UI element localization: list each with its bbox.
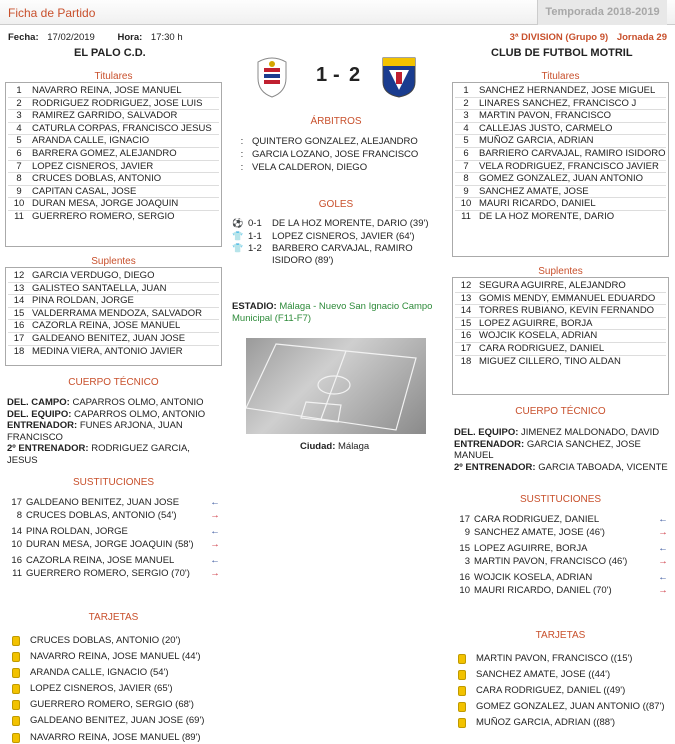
away-suplentes-list bbox=[452, 277, 669, 395]
sub-number: 9 bbox=[464, 526, 470, 538]
yellow-card-icon bbox=[12, 652, 20, 662]
referee-row bbox=[232, 161, 440, 174]
arrow-out-icon: → bbox=[210, 538, 220, 550]
player-row[interactable] bbox=[453, 83, 668, 97]
sub-name[interactable]: WOJCIK KOSELA, ADRIAN bbox=[474, 572, 593, 584]
player-name[interactable]: SANCHEZ AMATE, JOSE bbox=[479, 185, 589, 197]
arrow-in-icon: ← bbox=[658, 543, 668, 555]
player-name[interactable]: MARTIN PAVON, FRANCISCO bbox=[479, 110, 611, 122]
player-name[interactable]: CALLEJAS JUSTO, CARMELO bbox=[479, 122, 613, 134]
home-sust-list bbox=[0, 497, 222, 585]
staff-row bbox=[7, 409, 223, 421]
score-away: 2 bbox=[349, 64, 361, 86]
player-row[interactable] bbox=[6, 333, 221, 345]
away-tarjetas-list bbox=[458, 653, 670, 733]
player-number: 17 bbox=[460, 342, 472, 354]
referee-name: QUINTERO GONZALEZ, ALEJANDRO bbox=[252, 136, 418, 147]
fecha-label: Fecha: bbox=[8, 32, 39, 43]
player-number: 6 bbox=[463, 147, 469, 159]
player-number: 14 bbox=[460, 305, 472, 317]
away-cuerpo-list bbox=[454, 427, 670, 473]
sub-row[interactable] bbox=[0, 568, 222, 580]
arrow-out-icon: → bbox=[658, 526, 668, 538]
player-number: 3 bbox=[463, 110, 469, 122]
player-number: 8 bbox=[463, 173, 469, 185]
player-number: 13 bbox=[13, 282, 25, 294]
sub-row[interactable] bbox=[448, 514, 670, 526]
home-suplentes-title: Suplentes bbox=[91, 256, 136, 267]
yellow-card-icon bbox=[458, 718, 466, 728]
player-number: 11 bbox=[461, 210, 471, 222]
shirt-icon: 👕 bbox=[232, 243, 244, 254]
season-tab[interactable]: Temporada 2018-2019 bbox=[537, 0, 667, 25]
ciudad-value: Málaga bbox=[338, 441, 370, 452]
player-row[interactable] bbox=[453, 278, 668, 292]
player-name[interactable]: GUERRERO ROMERO, SERGIO bbox=[32, 210, 175, 222]
player-row[interactable] bbox=[6, 110, 221, 122]
player-name[interactable]: SEGURA AGUIRRE, ALEJANDRO bbox=[479, 280, 626, 291]
player-row[interactable] bbox=[453, 198, 668, 210]
staff-role: 2º ENTRENADOR: bbox=[7, 443, 89, 455]
card-row[interactable] bbox=[458, 669, 670, 681]
player-row[interactable] bbox=[6, 198, 221, 210]
player-row[interactable] bbox=[6, 320, 221, 332]
estadio-label: ESTADIO: bbox=[232, 301, 277, 312]
player-row[interactable] bbox=[6, 148, 221, 160]
player-row[interactable] bbox=[453, 161, 668, 173]
player-row[interactable] bbox=[453, 356, 668, 368]
sub-row[interactable] bbox=[0, 510, 222, 522]
sub-number: 15 bbox=[459, 543, 470, 555]
home-tarjetas-title: TARJETAS bbox=[88, 612, 139, 623]
player-name[interactable]: NAVARRO REINA, JOSE MANUEL bbox=[32, 85, 182, 96]
player-number: 17 bbox=[13, 332, 25, 344]
fecha-value: 17/02/2019 bbox=[47, 32, 95, 43]
staff-row bbox=[454, 439, 670, 462]
player-name[interactable]: GALDEANO BENITEZ, JUAN JOSE bbox=[32, 332, 186, 344]
stadium-photo bbox=[246, 338, 426, 434]
staff-row bbox=[7, 420, 223, 443]
referee-row bbox=[232, 148, 440, 161]
arbitros-list bbox=[232, 135, 440, 174]
sub-number: 17 bbox=[459, 514, 470, 525]
player-name[interactable]: DURAN MESA, JORGE JOAQUIN bbox=[32, 198, 179, 210]
home-cuerpo-list bbox=[7, 397, 223, 467]
sub-name[interactable]: CRUCES DOBLAS, ANTONIO (54') bbox=[26, 509, 177, 521]
card-player[interactable]: GUERRERO ROMERO, SERGIO (68') bbox=[30, 699, 194, 711]
player-number: 7 bbox=[463, 160, 469, 172]
player-number: 7 bbox=[16, 160, 22, 172]
arbitros-title: ÁRBITROS bbox=[310, 116, 362, 127]
player-name[interactable]: DE LA HOZ MORENTE, DARIO bbox=[479, 210, 615, 222]
player-row[interactable] bbox=[453, 318, 668, 330]
card-row[interactable] bbox=[12, 683, 222, 695]
away-titulares-title: Titulares bbox=[541, 71, 580, 82]
yellow-card-icon bbox=[12, 716, 20, 726]
player-name[interactable]: LOPEZ CISNEROS, JAVIER bbox=[32, 160, 154, 172]
sub-number: 3 bbox=[464, 555, 470, 567]
player-number: 9 bbox=[463, 185, 469, 197]
card-row[interactable] bbox=[12, 732, 222, 744]
goal-row[interactable] bbox=[232, 231, 440, 243]
sub-row[interactable] bbox=[0, 555, 222, 567]
sub-row[interactable] bbox=[448, 543, 670, 555]
player-name[interactable]: MUÑOZ GARCIA, ADRIAN bbox=[479, 135, 594, 147]
player-number: 9 bbox=[16, 185, 22, 197]
page-header bbox=[0, 0, 675, 25]
hora-value: 17:30 h bbox=[150, 32, 183, 43]
player-name[interactable]: VALDERRAMA MENDOZA, SALVADOR bbox=[32, 307, 202, 319]
staff-role: ENTRENADOR: bbox=[454, 438, 525, 450]
player-name[interactable]: CAPITAN CASAL, JOSE bbox=[32, 185, 137, 197]
player-number: 8 bbox=[16, 173, 22, 185]
yellow-card-icon bbox=[12, 636, 20, 646]
player-name[interactable]: PINA ROLDAN, JORGE bbox=[32, 295, 134, 307]
ciudad-block bbox=[300, 441, 369, 452]
home-crest-icon[interactable] bbox=[252, 54, 292, 98]
player-number: 10 bbox=[13, 198, 25, 210]
sub-name[interactable]: GUERRERO ROMERO, SERGIO (70') bbox=[26, 567, 190, 579]
ciudad-label: Ciudad: bbox=[300, 441, 336, 452]
arrow-out-icon: → bbox=[210, 509, 220, 521]
card-player[interactable]: CARA RODRIGUEZ, DANIEL ((49') bbox=[476, 685, 626, 697]
away-titulares-list bbox=[452, 82, 669, 257]
goles-list bbox=[232, 218, 440, 266]
card-row[interactable] bbox=[12, 699, 222, 711]
yellow-card-icon bbox=[458, 654, 466, 664]
score-separator: - bbox=[333, 64, 340, 86]
player-row[interactable] bbox=[6, 308, 221, 320]
sub-number: 17 bbox=[11, 497, 22, 508]
match-date-time bbox=[8, 32, 183, 43]
player-number: 13 bbox=[460, 292, 472, 304]
sub-number: 16 bbox=[459, 572, 470, 584]
player-row[interactable] bbox=[453, 343, 668, 355]
card-player[interactable]: SANCHEZ AMATE, JOSE ((44') bbox=[476, 669, 611, 681]
competition[interactable]: 3ª DIVISION (Grupo 9) bbox=[509, 32, 609, 43]
player-name[interactable]: MIGUEZ CILLERO, TINO ALDAN bbox=[479, 355, 621, 367]
card-player[interactable]: MARTIN PAVON, FRANCISCO ((15') bbox=[476, 653, 633, 664]
arrow-out-icon: → bbox=[210, 567, 220, 579]
player-name[interactable]: LOPEZ AGUIRRE, BORJA bbox=[479, 317, 593, 329]
arrow-in-icon: ← bbox=[210, 526, 220, 538]
away-crest-icon[interactable] bbox=[379, 54, 419, 98]
home-tarjetas-list bbox=[12, 635, 222, 744]
player-name[interactable]: SANCHEZ HERNANDEZ, JOSE MIGUEL bbox=[479, 85, 656, 96]
sub-number: 10 bbox=[459, 584, 470, 596]
player-name[interactable]: RAMIREZ GARRIDO, SALVADOR bbox=[32, 110, 178, 122]
card-row[interactable] bbox=[12, 651, 222, 663]
staff-name: CAPARROS OLMO, ANTONIO bbox=[72, 397, 204, 408]
arrow-in-icon: ← bbox=[210, 555, 220, 567]
estadio-value[interactable]: Málaga - Nuevo San Ignacio Campo Municipal (F11-F7) bbox=[232, 301, 433, 324]
card-player[interactable]: CRUCES DOBLAS, ANTONIO (20') bbox=[30, 635, 181, 646]
player-number: 18 bbox=[460, 355, 472, 367]
sub-row[interactable] bbox=[448, 572, 670, 584]
player-number: 4 bbox=[16, 122, 22, 134]
away-tarjetas-title: TARJETAS bbox=[535, 630, 586, 641]
player-name[interactable]: MEDINA VIERA, ANTONIO JAVIER bbox=[32, 345, 183, 357]
player-row[interactable] bbox=[6, 295, 221, 307]
card-player[interactable]: GOMEZ GONZALEZ, JUAN ANTONIO ((87') bbox=[476, 701, 665, 713]
yellow-card-icon bbox=[12, 684, 20, 694]
staff-name: GARCIA TABOADA, VICENTE bbox=[538, 461, 668, 473]
referee-row bbox=[232, 135, 440, 148]
hora-label: Hora: bbox=[117, 32, 143, 43]
player-name[interactable]: GALISTEO SANTAELLA, JUAN bbox=[32, 282, 167, 294]
staff-row bbox=[454, 462, 670, 474]
player-row[interactable] bbox=[6, 83, 221, 97]
staff-row bbox=[454, 427, 670, 439]
referee-bullet: : bbox=[240, 136, 244, 147]
player-number: 5 bbox=[16, 135, 22, 147]
referee-bullet: : bbox=[240, 149, 244, 160]
yellow-card-icon bbox=[458, 670, 466, 680]
player-number: 2 bbox=[463, 97, 469, 109]
staff-name: FUNES ARJONA, JUAN FRANCISCO bbox=[7, 420, 183, 443]
staff-row bbox=[7, 397, 223, 409]
staff-name: JIMENEZ MALDONADO, DAVID bbox=[521, 427, 660, 438]
goal-row[interactable] bbox=[232, 218, 440, 230]
player-row[interactable] bbox=[453, 186, 668, 198]
card-row[interactable] bbox=[458, 685, 670, 697]
sub-name[interactable]: SANCHEZ AMATE, JOSE (46') bbox=[474, 526, 605, 538]
player-number: 14 bbox=[13, 295, 25, 307]
yellow-card-icon bbox=[12, 668, 20, 678]
estadio-block bbox=[232, 301, 440, 325]
player-name[interactable]: MAURI RICARDO, DANIEL bbox=[479, 198, 596, 210]
player-row[interactable] bbox=[453, 305, 668, 317]
card-player[interactable]: LOPEZ CISNEROS, JAVIER (65') bbox=[30, 683, 173, 695]
player-number: 11 bbox=[14, 210, 24, 222]
card-row[interactable] bbox=[458, 701, 670, 713]
player-row[interactable] bbox=[6, 135, 221, 147]
home-suplentes-list bbox=[5, 267, 222, 366]
player-row[interactable] bbox=[453, 293, 668, 305]
staff-row bbox=[7, 443, 223, 466]
player-row[interactable] bbox=[453, 98, 668, 110]
staff-role: DEL. EQUIPO: bbox=[454, 427, 519, 438]
player-row[interactable] bbox=[6, 186, 221, 198]
card-row[interactable] bbox=[458, 653, 670, 665]
sub-name[interactable]: MARTIN PAVON, FRANCISCO (46') bbox=[474, 555, 628, 567]
player-number: 15 bbox=[460, 317, 472, 329]
player-name[interactable]: TORRES RUBIANO, KEVIN FERNANDO bbox=[479, 305, 655, 317]
goal-scorer[interactable]: BARBERO CARVAJAL, RAMIRO ISIDORO (89') bbox=[272, 243, 413, 266]
staff-role: ENTRENADOR: bbox=[7, 420, 78, 432]
card-row[interactable] bbox=[12, 635, 222, 647]
player-number: 2 bbox=[16, 97, 22, 109]
staff-name: GARCIA SANCHEZ, JOSE MANUEL bbox=[454, 438, 641, 462]
card-player[interactable]: GALDEANO BENITEZ, JUAN JOSE (69') bbox=[30, 715, 205, 727]
arrow-out-icon: → bbox=[658, 584, 668, 596]
player-row[interactable] bbox=[6, 123, 221, 135]
player-number: 12 bbox=[13, 270, 25, 281]
away-sust-list bbox=[448, 514, 670, 602]
player-name[interactable]: LINARES SANCHEZ, FRANCISCO J bbox=[479, 97, 637, 109]
player-name[interactable]: WOJCIK KOSELA, ADRIAN bbox=[479, 330, 598, 342]
sub-name[interactable]: DURAN MESA, JORGE JOAQUIN (58') bbox=[26, 538, 194, 550]
player-row[interactable] bbox=[453, 173, 668, 185]
card-row[interactable] bbox=[12, 667, 222, 679]
goal-scorer[interactable]: DE LA HOZ MORENTE, DARIO (39') bbox=[272, 218, 429, 229]
away-cuerpo-title: CUERPO TÉCNICO bbox=[515, 406, 606, 417]
card-player[interactable]: MUÑOZ GARCIA, ADRIAN ((88') bbox=[476, 717, 616, 729]
staff-role: DEL. EQUIPO: bbox=[7, 408, 72, 420]
sub-number: 16 bbox=[11, 555, 22, 567]
staff-role: DEL. CAMPO: bbox=[7, 397, 70, 408]
sub-name[interactable]: LOPEZ AGUIRRE, BORJA bbox=[474, 543, 588, 555]
player-row[interactable] bbox=[6, 346, 221, 358]
player-name[interactable]: CATURLA CORPAS, FRANCISCO JESUS bbox=[32, 122, 212, 134]
goal-row[interactable] bbox=[232, 243, 440, 266]
player-name[interactable]: BARRERA GOMEZ, ALEJANDRO bbox=[32, 147, 177, 159]
arrow-out-icon: → bbox=[658, 555, 668, 567]
goal-score: 0-1 bbox=[248, 218, 262, 229]
player-row[interactable] bbox=[453, 148, 668, 160]
goal-score: 1-2 bbox=[248, 243, 262, 255]
sub-row[interactable] bbox=[0, 497, 222, 509]
player-name[interactable]: BARRIERO CARVAJAL, RAMIRO ISIDORO bbox=[479, 147, 666, 159]
player-row[interactable] bbox=[6, 268, 221, 282]
player-number: 6 bbox=[16, 147, 22, 159]
card-row[interactable] bbox=[12, 715, 222, 727]
player-number: 16 bbox=[13, 320, 25, 332]
home-titulares-title: Titulares bbox=[94, 71, 133, 82]
player-name[interactable]: GARCIA VERDUGO, DIEGO bbox=[32, 270, 155, 281]
sub-row[interactable] bbox=[0, 526, 222, 538]
page-title: Ficha de Partido bbox=[8, 6, 96, 20]
home-team-name[interactable]: EL PALO C.D. bbox=[74, 47, 146, 59]
card-row[interactable] bbox=[458, 717, 670, 729]
referee-name: GARCIA LOZANO, JOSE FRANCISCO bbox=[252, 149, 419, 160]
sub-row[interactable] bbox=[0, 539, 222, 551]
player-name[interactable]: CRUCES DOBLAS, ANTONIO bbox=[32, 173, 162, 185]
away-sust-title: SUSTITUCIONES bbox=[519, 494, 602, 505]
player-row[interactable] bbox=[6, 161, 221, 173]
sub-name[interactable]: PINA ROLDAN, JORGE bbox=[26, 526, 128, 538]
player-row[interactable] bbox=[453, 110, 668, 122]
player-row[interactable] bbox=[453, 330, 668, 342]
staff-role: 2º ENTRENADOR: bbox=[454, 461, 536, 473]
player-row[interactable] bbox=[453, 211, 668, 223]
sub-row[interactable] bbox=[448, 556, 670, 568]
away-suplentes-title: Suplentes bbox=[538, 266, 583, 277]
player-row[interactable] bbox=[6, 283, 221, 295]
sub-row[interactable] bbox=[448, 585, 670, 597]
sub-name[interactable]: MAURI RICARDO, DANIEL (70') bbox=[474, 584, 612, 596]
jornada[interactable]: Jornada 29 bbox=[616, 32, 667, 43]
player-number: 5 bbox=[463, 135, 469, 147]
staff-name: CAPARROS OLMO, ANTONIO bbox=[74, 408, 206, 420]
player-row[interactable] bbox=[453, 135, 668, 147]
sub-number: 8 bbox=[16, 509, 22, 521]
yellow-card-icon bbox=[12, 700, 20, 710]
player-row[interactable] bbox=[453, 123, 668, 135]
sub-number: 14 bbox=[11, 526, 22, 538]
card-player[interactable]: ARANDA CALLE, IGNACIO (54') bbox=[30, 667, 169, 679]
yellow-card-icon bbox=[458, 702, 466, 712]
home-titulares-list bbox=[5, 82, 222, 247]
player-row[interactable] bbox=[6, 173, 221, 185]
yellow-card-icon bbox=[458, 686, 466, 696]
score-home: 1 bbox=[316, 64, 328, 86]
player-row[interactable] bbox=[6, 211, 221, 223]
goal-scorer[interactable]: LOPEZ CISNEROS, JAVIER (64') bbox=[272, 230, 415, 242]
player-name[interactable]: ARANDA CALLE, IGNACIO bbox=[32, 135, 150, 147]
home-cuerpo-title: CUERPO TÉCNICO bbox=[68, 377, 159, 388]
player-number: 1 bbox=[16, 85, 22, 96]
shirt-icon: 👕 bbox=[232, 230, 244, 241]
competition-info bbox=[510, 32, 667, 43]
player-number: 18 bbox=[13, 345, 25, 357]
goal-score: 1-1 bbox=[248, 230, 262, 242]
player-name[interactable]: RODRIGUEZ RODRIGUEZ, JOSE LUIS bbox=[32, 97, 203, 109]
referee-name: VELA CALDERON, DIEGO bbox=[252, 162, 368, 173]
sub-number: 11 bbox=[12, 567, 22, 579]
staff-name: RODRIGUEZ GARCIA, JESUS bbox=[7, 443, 190, 466]
sub-name[interactable]: CAZORLA REINA, JOSE MANUEL bbox=[26, 555, 175, 567]
player-number: 15 bbox=[13, 307, 25, 319]
player-number: 4 bbox=[463, 122, 469, 134]
away-team-name[interactable]: CLUB DE FUTBOL MOTRIL bbox=[491, 47, 633, 59]
player-number: 1 bbox=[463, 85, 469, 96]
player-row[interactable] bbox=[6, 98, 221, 110]
player-number: 12 bbox=[460, 280, 472, 291]
arrow-in-icon: ← bbox=[658, 514, 668, 525]
player-name[interactable]: GOMEZ GONZALEZ, JUAN ANTONIO bbox=[479, 173, 643, 185]
goles-title: GOLES bbox=[318, 199, 354, 210]
player-name[interactable]: VELA RODRIGUEZ, FRANCISCO JAVIER bbox=[479, 160, 659, 172]
sub-number: 10 bbox=[11, 538, 22, 550]
referee-bullet: : bbox=[240, 162, 244, 173]
sub-row[interactable] bbox=[448, 527, 670, 539]
player-name[interactable]: CARA RODRIGUEZ, DANIEL bbox=[479, 342, 605, 354]
sub-name[interactable]: GALDEANO BENITEZ, JUAN JOSE bbox=[26, 497, 180, 508]
card-player[interactable]: NAVARRO REINA, JOSE MANUEL (44') bbox=[30, 651, 201, 663]
arrow-in-icon: ← bbox=[210, 497, 220, 508]
ball-icon: ⚽ bbox=[232, 218, 244, 228]
arrow-in-icon: ← bbox=[658, 572, 668, 584]
sub-name[interactable]: CARA RODRIGUEZ, DANIEL bbox=[474, 514, 600, 525]
player-name[interactable]: GOMIS MENDY, EMMANUEL EDUARDO bbox=[479, 292, 656, 304]
player-number: 3 bbox=[16, 110, 22, 122]
home-sust-title: SUSTITUCIONES bbox=[72, 477, 155, 488]
player-name[interactable]: CAZORLA REINA, JOSE MANUEL bbox=[32, 320, 181, 332]
player-number: 16 bbox=[460, 330, 472, 342]
player-number: 10 bbox=[460, 198, 472, 210]
card-player[interactable]: NAVARRO REINA, JOSE MANUEL (89') bbox=[30, 731, 201, 743]
yellow-card-icon bbox=[12, 733, 20, 743]
